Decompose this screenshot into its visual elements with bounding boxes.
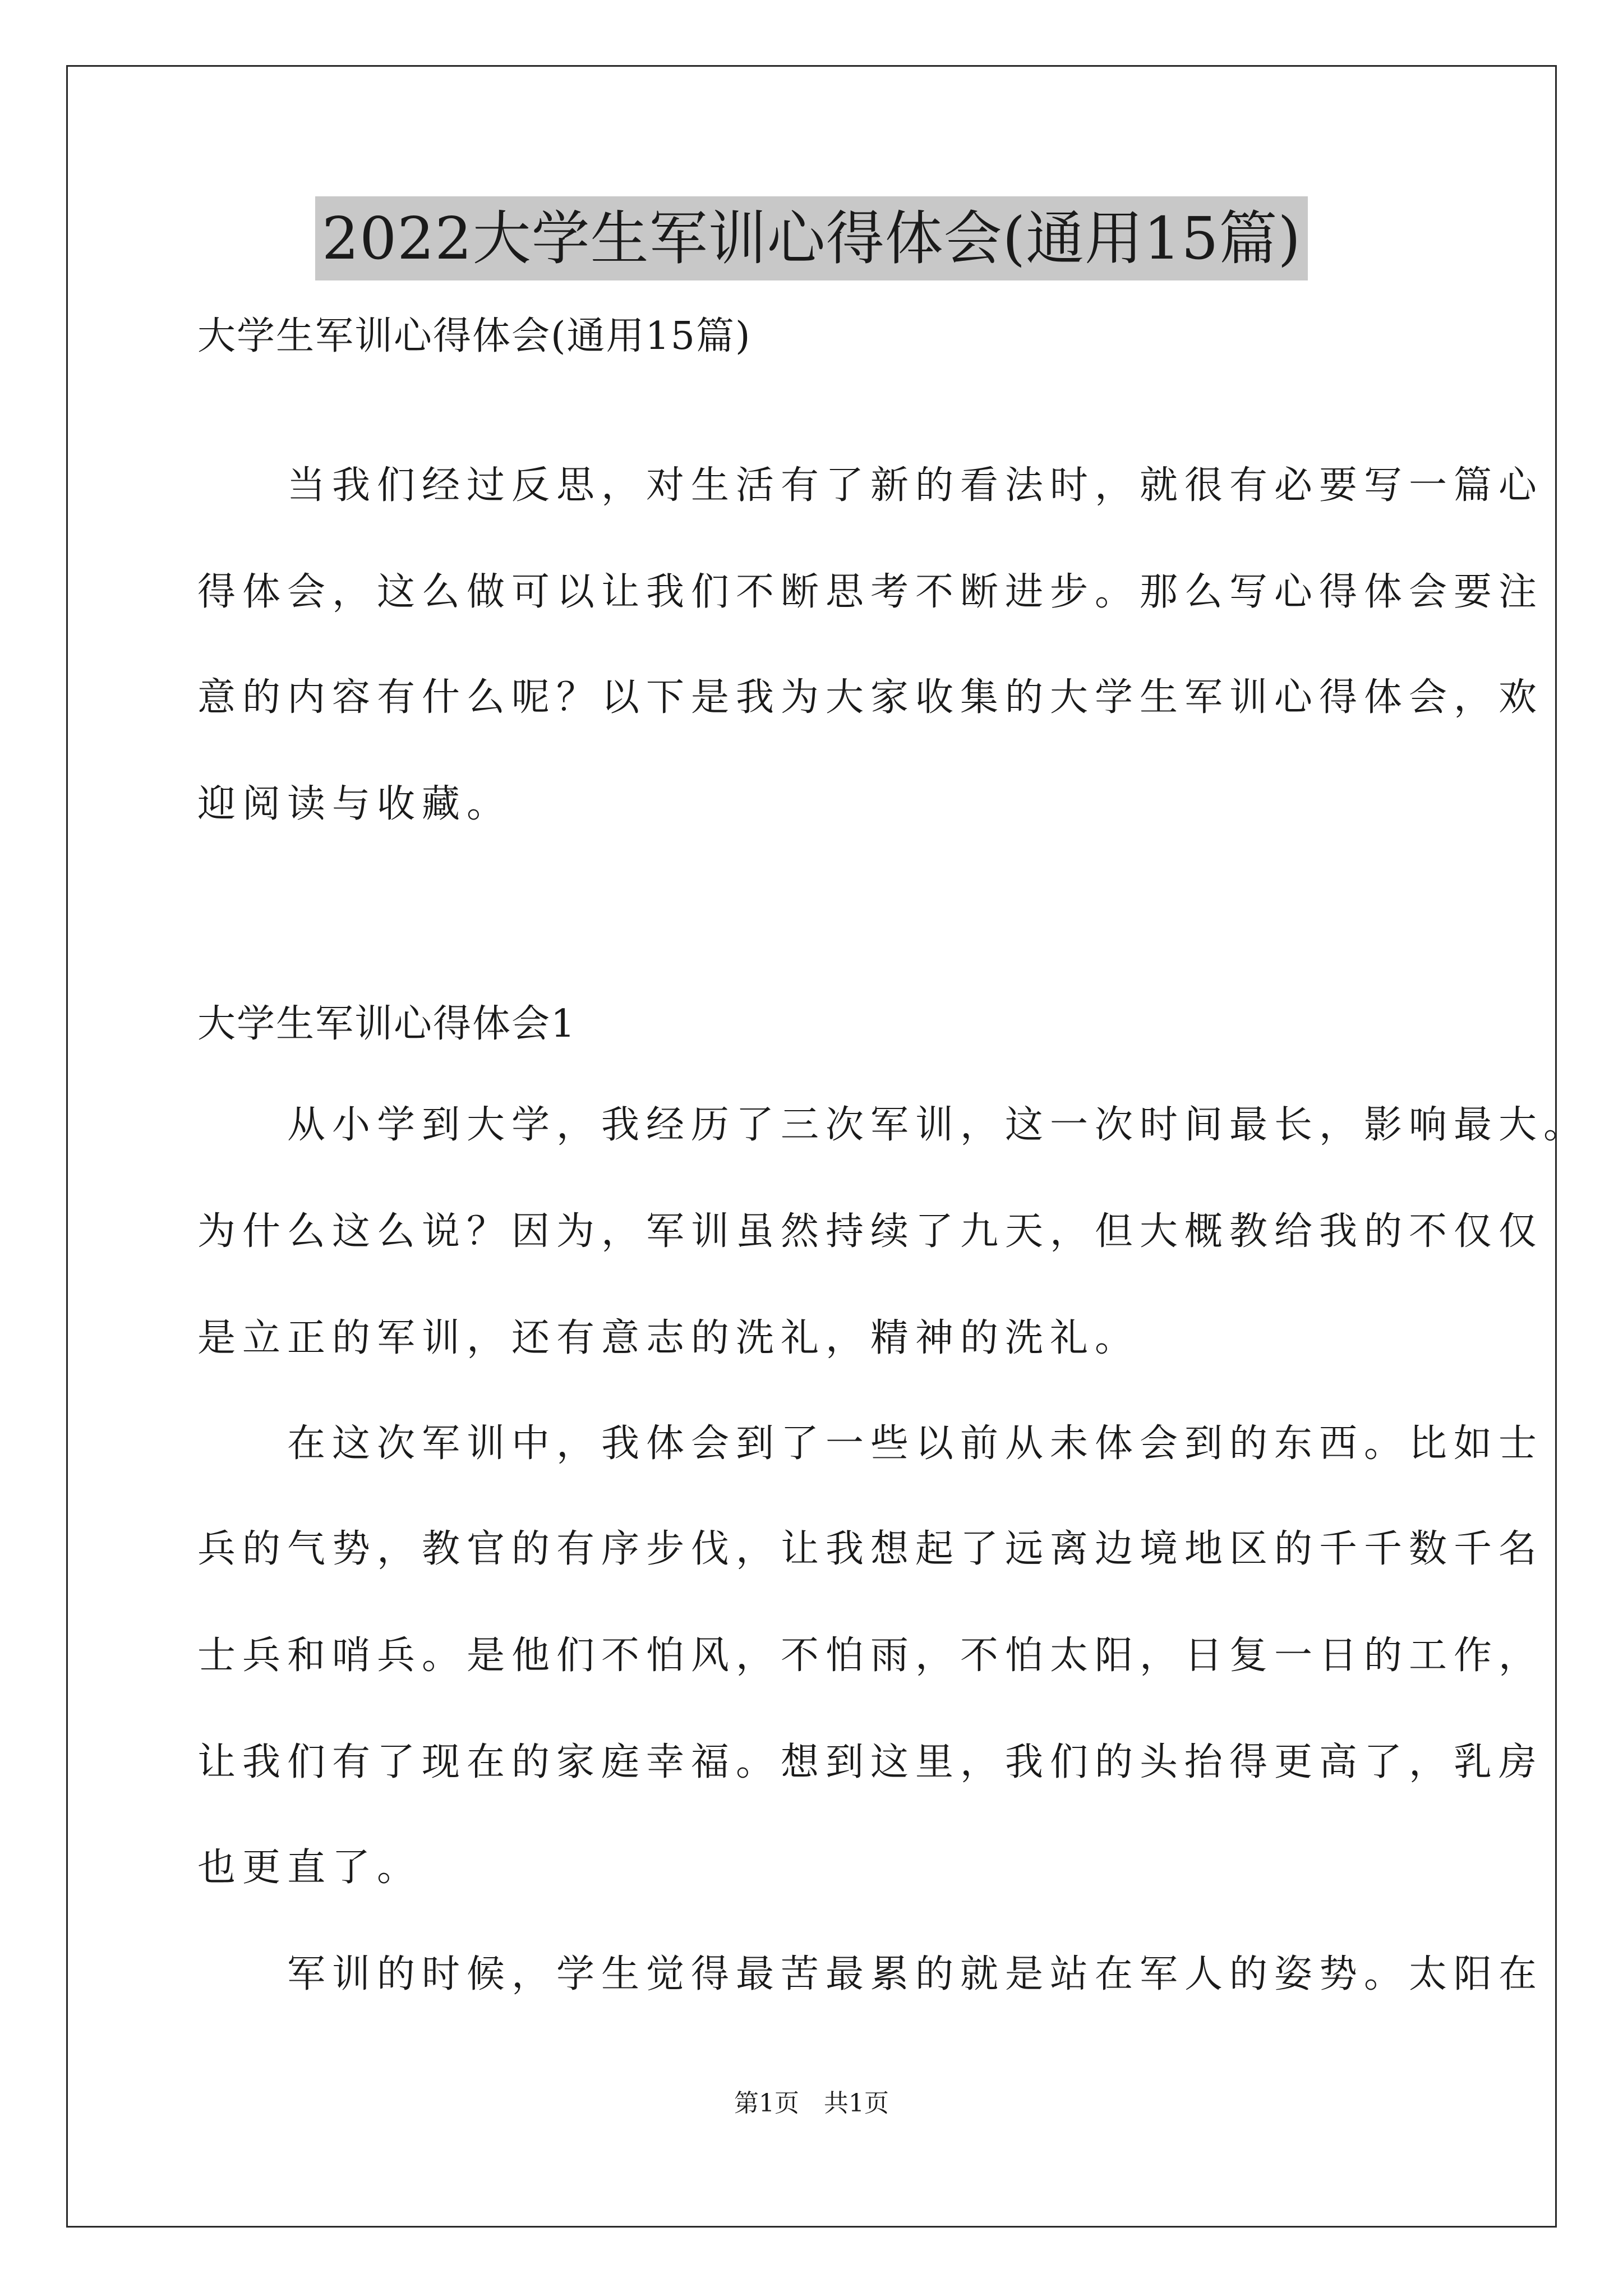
title-container — [0, 196, 1623, 280]
intro-line: 迎阅读与收藏。 — [197, 782, 512, 826]
paragraph-line: 为什么这么说？因为，军训虽然持续了九天，但大概教给我的不仅仅 — [197, 1209, 1544, 1254]
paragraph-line: 士兵和哨兵。是他们不怕风，不怕雨，不怕太阳，日复一日的工作， — [197, 1634, 1544, 1678]
section-heading: 大学生军训心得体会1 — [197, 1002, 577, 1046]
paragraph-line: 在这次军训中，我体会到了一些以前从未体会到的东西。比如士 — [197, 1421, 1544, 1466]
page-footer: 第1页 共1页 — [734, 2089, 889, 2118]
paragraph-line: 从小学到大学，我经历了三次军训，这一次时间最长，影响最大。 — [197, 1103, 1589, 1147]
paragraph-line: 让我们有了现在的家庭幸福。想到这里，我们的头抬得更高了，乳房 — [197, 1740, 1544, 1784]
intro-line: 当我们经过反思，对生活有了新的看法时，就很有必要写一篇心 — [197, 463, 1544, 508]
paragraph-line: 是立正的军训，还有意志的洗礼，精神的洗礼。 — [197, 1316, 1140, 1360]
paragraph-line: 军训的时候，学生觉得最苦最累的就是站在军人的姿势。太阳在 — [197, 1952, 1544, 1996]
paragraph-line: 也更直了。 — [197, 1846, 422, 1890]
intro-line: 得体会，这么做可以让我们不断思考不断进步。那么写心得体会要注 — [197, 570, 1544, 614]
document-subtitle: 大学生军训心得体会(通用15篇) — [197, 314, 751, 358]
paragraph-line: 兵的气势，教官的有序步伐，让我想起了远离边境地区的千千数千名 — [197, 1527, 1544, 1571]
intro-line: 意的内容有什么呢？以下是我为大家收集的大学生军训心得体会，欢 — [197, 675, 1544, 720]
document-title: 2022大学生军训心得体会(通用15篇) — [315, 196, 1308, 280]
